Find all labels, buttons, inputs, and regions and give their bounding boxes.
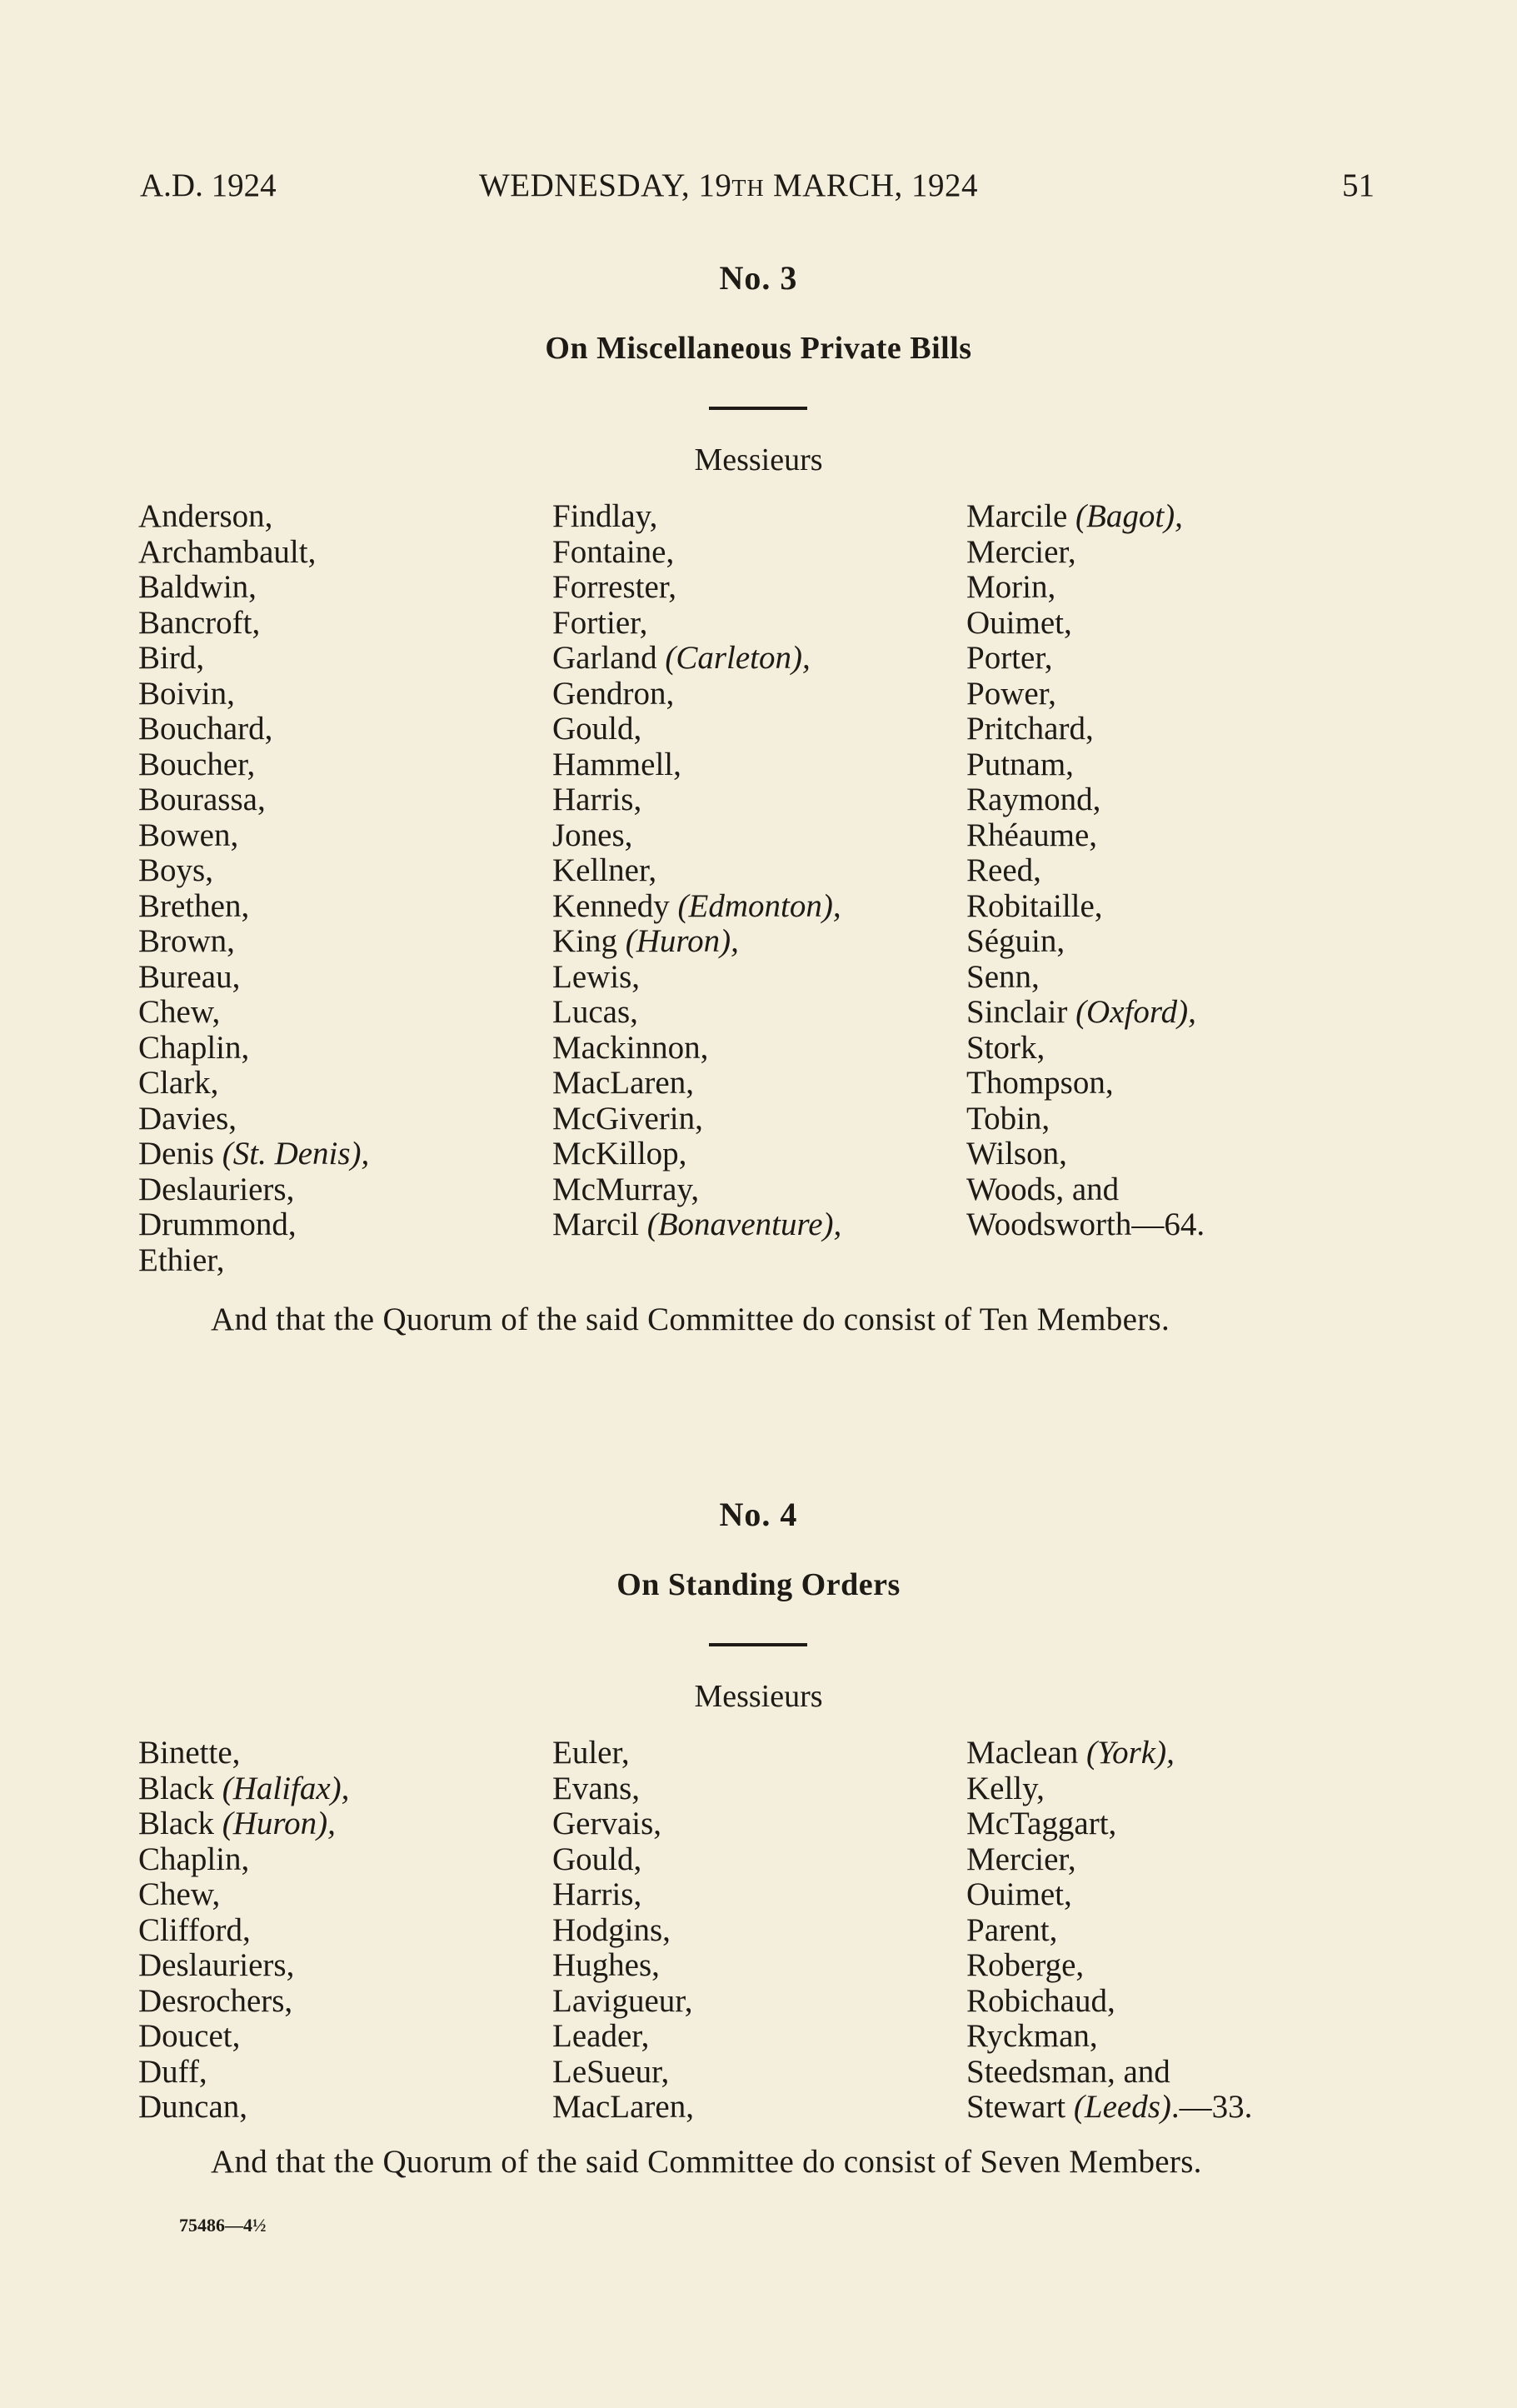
- member-name: [966, 782, 1205, 818]
- member-name: [966, 960, 1205, 996]
- member-name: [138, 1877, 349, 1913]
- member-name: [552, 1877, 694, 1913]
- member-surname: McMurray,: [552, 1171, 700, 1207]
- member-name: [138, 1806, 349, 1842]
- member-surname: Deslauriers,: [138, 1947, 295, 1983]
- member-surname: Hammell,: [552, 746, 681, 782]
- quorum-statement: And that the Quorum of the said Committee do consist of Ten Members.: [211, 1301, 1170, 1337]
- member-constituency: (Leeds): [1073, 2089, 1171, 2125]
- section-number: No. 4: [719, 1496, 798, 1533]
- member-name: [552, 1842, 694, 1878]
- member-name: [966, 1172, 1205, 1208]
- member-surname: Gould,: [552, 1841, 642, 1877]
- member-surname: Parent,: [966, 1911, 1058, 1948]
- member-surname: Boys,: [138, 852, 213, 888]
- member-name: [552, 960, 841, 996]
- member-surname: Ryckman,: [966, 2018, 1098, 2054]
- member-name: [966, 1137, 1205, 1172]
- member-name: [138, 535, 369, 571]
- member-name: [138, 853, 369, 889]
- member-name: [552, 570, 841, 606]
- member-name: [552, 1066, 841, 1102]
- divider-rule: [709, 1643, 807, 1646]
- member-surname: Gervais,: [552, 1806, 662, 1841]
- member-surname: Putnam,: [966, 746, 1074, 782]
- member-name: [552, 2090, 694, 2126]
- member-name: [138, 1984, 349, 2020]
- member-surname: Kellner,: [552, 852, 657, 888]
- member-surname: Stork,: [966, 1029, 1045, 1066]
- member-surname: Leader,: [552, 2018, 650, 2054]
- member-surname: McGiverin,: [552, 1100, 703, 1137]
- member-name: [138, 889, 369, 925]
- member-surname: Bureau,: [138, 958, 241, 995]
- member-name: [966, 641, 1205, 677]
- member-name: [966, 1031, 1205, 1067]
- section-title: On Standing Orders: [616, 1567, 901, 1602]
- member-name: [552, 853, 841, 889]
- member-surname: Ouimet,: [966, 1876, 1072, 1912]
- member-name: [552, 499, 841, 535]
- member-name: [552, 2055, 694, 2091]
- member-surname: Boivin,: [138, 675, 235, 712]
- running-header: [0, 167, 1517, 208]
- member-surname: Fortier,: [552, 604, 648, 641]
- member-surname: Kennedy: [552, 887, 678, 924]
- member-constituency: (St. Denis),: [222, 1136, 370, 1172]
- member-surname: Desrochers,: [138, 1982, 293, 2019]
- member-name: [552, 535, 841, 571]
- member-name: [966, 1948, 1252, 1984]
- member-surname: Lavigueur,: [552, 1982, 693, 2019]
- member-surname: Maclean: [966, 1735, 1087, 1771]
- member-name: [966, 2055, 1252, 2091]
- member-name: [138, 1066, 369, 1102]
- member-name: [552, 1913, 694, 1949]
- member-surname: Morin,: [966, 569, 1056, 605]
- member-surname: Archambault,: [138, 533, 317, 570]
- member-surname: Séguin,: [966, 923, 1065, 959]
- member-surname: Raymond,: [966, 782, 1101, 817]
- member-name: [552, 1984, 694, 2020]
- member-name: [138, 570, 369, 606]
- member-name: [966, 1806, 1252, 1842]
- member-surname: Thompson,: [966, 1065, 1114, 1101]
- member-name: [552, 818, 841, 854]
- member-name: [966, 747, 1205, 783]
- section-title: On Miscellaneous Private Bills: [545, 331, 972, 366]
- member-constituency: (Halifax),: [222, 1770, 350, 1806]
- member-name: [966, 2019, 1252, 2055]
- member-surname: Binette,: [138, 1735, 241, 1771]
- member-surname: Tobin,: [966, 1100, 1050, 1137]
- member-constituency: (Carleton),: [665, 640, 811, 676]
- member-name: [966, 1102, 1205, 1137]
- member-name: [552, 641, 841, 677]
- member-surname: Sinclair: [966, 994, 1076, 1030]
- member-surname: Euler,: [552, 1735, 630, 1771]
- member-surname: Baldwin,: [138, 569, 257, 605]
- member-surname: Robichaud,: [966, 1982, 1115, 2019]
- member-name: [138, 2055, 349, 2091]
- member-name: [138, 924, 369, 960]
- member-name: [966, 1984, 1252, 2020]
- member-constituency: (Huron),: [625, 923, 739, 959]
- member-surname: Harris,: [552, 1876, 642, 1912]
- member-surname: Ethier,: [138, 1241, 225, 1278]
- member-surname: Gendron,: [552, 675, 675, 712]
- member-surname: Bourassa,: [138, 782, 266, 817]
- member-surname: Marcil: [552, 1206, 647, 1242]
- member-name: [966, 853, 1205, 889]
- member-column: [138, 1736, 349, 2126]
- member-surname: Chaplin,: [138, 1029, 250, 1066]
- member-name: [138, 995, 369, 1031]
- member-name: [138, 1102, 369, 1137]
- member-column: [552, 499, 841, 1243]
- member-count-suffix: .—33.: [1170, 2089, 1253, 2125]
- member-constituency: (Bonaventure),: [646, 1206, 842, 1242]
- member-surname: Denis: [138, 1136, 222, 1172]
- member-name: [552, 606, 841, 642]
- member-surname: Drummond,: [138, 1206, 297, 1242]
- member-surname: Lewis,: [552, 958, 641, 995]
- member-surname: Gould,: [552, 711, 642, 747]
- member-name: [138, 960, 369, 996]
- quorum-statement: And that the Quorum of the said Committee do consist of Seven Members.: [211, 2144, 1202, 2180]
- member-name: [138, 499, 369, 535]
- member-name: [138, 1243, 369, 1279]
- member-surname: Bancroft,: [138, 604, 261, 641]
- member-name: [138, 712, 369, 747]
- member-surname: Woodsworth—64.: [966, 1206, 1205, 1242]
- member-surname: Boucher,: [138, 746, 256, 782]
- member-surname: Clark,: [138, 1065, 219, 1101]
- member-surname: LeSueur,: [552, 2053, 670, 2090]
- member-constituency: (Bagot),: [1075, 498, 1183, 534]
- member-surname: Mercier,: [966, 533, 1076, 570]
- member-surname: Mackinnon,: [552, 1029, 709, 1066]
- member-surname: Chew,: [138, 1876, 221, 1912]
- member-name: [138, 1031, 369, 1067]
- section-number: No. 3: [719, 259, 798, 297]
- member-constituency: (York),: [1086, 1735, 1175, 1771]
- member-name: [552, 677, 841, 712]
- member-surname: Anderson,: [138, 498, 273, 534]
- member-name: [138, 1948, 349, 1984]
- member-surname: Robitaille,: [966, 887, 1103, 924]
- member-surname: Bowen,: [138, 817, 239, 853]
- member-surname: Deslauriers,: [138, 1171, 295, 1207]
- member-name: [138, 606, 369, 642]
- member-name: [552, 1207, 841, 1243]
- member-column: [552, 1736, 694, 2126]
- member-name: [966, 1913, 1252, 1949]
- member-column: [966, 1736, 1252, 2126]
- member-name: [966, 677, 1205, 712]
- member-surname: McTaggart,: [966, 1806, 1117, 1841]
- page-number: 51: [1342, 167, 1375, 203]
- member-name: [966, 1842, 1252, 1878]
- member-surname: Steedsman, and: [966, 2053, 1170, 2090]
- member-name: [552, 1102, 841, 1137]
- member-name: [552, 712, 841, 747]
- member-name: [966, 1771, 1252, 1807]
- member-name: [552, 2019, 694, 2055]
- member-surname: Doucet,: [138, 2018, 241, 2054]
- member-name: [552, 889, 841, 925]
- member-surname: Rhéaume,: [966, 817, 1098, 853]
- member-name: [552, 995, 841, 1031]
- member-name: [138, 1842, 349, 1878]
- member-name: [138, 782, 369, 818]
- member-name: [138, 1137, 369, 1172]
- member-surname: Ouimet,: [966, 604, 1072, 641]
- member-surname: Evans,: [552, 1770, 641, 1806]
- member-name: [138, 1207, 369, 1243]
- member-constituency: (Edmonton),: [677, 887, 841, 924]
- member-surname: Reed,: [966, 852, 1041, 888]
- member-name: [552, 1771, 694, 1807]
- member-name: [138, 747, 369, 783]
- member-name: [138, 1771, 349, 1807]
- member-surname: Duff,: [138, 2053, 207, 2090]
- member-name: [966, 924, 1205, 960]
- member-name: [138, 641, 369, 677]
- member-name: [552, 924, 841, 960]
- divider-rule: [709, 407, 807, 410]
- member-surname: Mercier,: [966, 1841, 1076, 1877]
- member-surname: Fontaine,: [552, 533, 675, 570]
- member-surname: Forrester,: [552, 569, 676, 605]
- member-surname: Brown,: [138, 923, 235, 959]
- member-surname: Duncan,: [138, 2089, 248, 2125]
- member-surname: Bouchard,: [138, 711, 273, 747]
- year-label: A.D. 1924: [140, 167, 277, 203]
- member-surname: MacLaren,: [552, 2089, 694, 2125]
- member-name: [966, 712, 1205, 747]
- member-name: [966, 1877, 1252, 1913]
- date-label: WEDNESDAY, 19TH MARCH, 1924: [479, 167, 978, 203]
- member-name: [966, 499, 1205, 535]
- member-surname: Marcile: [966, 498, 1076, 534]
- member-name: [966, 995, 1205, 1031]
- member-surname: Pritchard,: [966, 711, 1094, 747]
- member-name: [138, 2090, 349, 2126]
- member-name: [966, 606, 1205, 642]
- member-surname: Davies,: [138, 1100, 237, 1137]
- member-name: [138, 677, 369, 712]
- member-name: [552, 1172, 841, 1208]
- member-name: [552, 1031, 841, 1067]
- member-surname: Wilson,: [966, 1136, 1067, 1172]
- member-name: [552, 1736, 694, 1771]
- member-surname: King: [552, 923, 626, 959]
- member-column: [966, 499, 1205, 1243]
- member-name: [138, 1172, 369, 1208]
- member-name: [552, 747, 841, 783]
- member-surname: Power,: [966, 675, 1056, 712]
- member-name: [138, 818, 369, 854]
- member-name: [966, 1736, 1252, 1771]
- member-surname: Black: [138, 1770, 222, 1806]
- member-name: [966, 1066, 1205, 1102]
- member-surname: Brethen,: [138, 887, 250, 924]
- member-name: [552, 1948, 694, 1984]
- messieurs-label: Messieurs: [694, 1679, 823, 1714]
- member-name: [966, 2090, 1252, 2126]
- member-surname: Findlay,: [552, 498, 658, 534]
- member-name: [966, 889, 1205, 925]
- member-name: [966, 570, 1205, 606]
- member-name: [552, 1137, 841, 1172]
- member-surname: Roberge,: [966, 1947, 1085, 1983]
- member-surname: Harris,: [552, 782, 642, 817]
- member-surname: MacLaren,: [552, 1065, 694, 1101]
- member-name: [966, 535, 1205, 571]
- member-name: [138, 2019, 349, 2055]
- member-surname: Clifford,: [138, 1911, 251, 1948]
- member-surname: Garland: [552, 640, 666, 676]
- print-code: 75486—4½: [179, 2215, 267, 2236]
- member-surname: Chew,: [138, 994, 221, 1030]
- member-constituency: (Oxford),: [1075, 994, 1196, 1030]
- member-surname: Black: [138, 1806, 222, 1841]
- member-surname: Senn,: [966, 958, 1040, 995]
- member-surname: Stewart: [966, 2089, 1074, 2125]
- member-surname: Woods, and: [966, 1171, 1120, 1207]
- member-surname: Hodgins,: [552, 1911, 671, 1948]
- member-column: [138, 499, 369, 1278]
- member-surname: Porter,: [966, 640, 1053, 676]
- member-name: [138, 1913, 349, 1949]
- member-surname: Lucas,: [552, 994, 638, 1030]
- member-surname: Jones,: [552, 817, 633, 853]
- member-name: [552, 1806, 694, 1842]
- member-surname: McKillop,: [552, 1136, 687, 1172]
- member-surname: Bird,: [138, 640, 205, 676]
- member-name: [138, 1736, 349, 1771]
- messieurs-label: Messieurs: [694, 442, 823, 477]
- member-name: [966, 1207, 1205, 1243]
- member-surname: Hughes,: [552, 1947, 660, 1983]
- member-surname: Chaplin,: [138, 1841, 250, 1877]
- member-surname: Kelly,: [966, 1770, 1045, 1806]
- member-constituency: (Huron),: [222, 1806, 336, 1841]
- member-name: [966, 818, 1205, 854]
- member-name: [552, 782, 841, 818]
